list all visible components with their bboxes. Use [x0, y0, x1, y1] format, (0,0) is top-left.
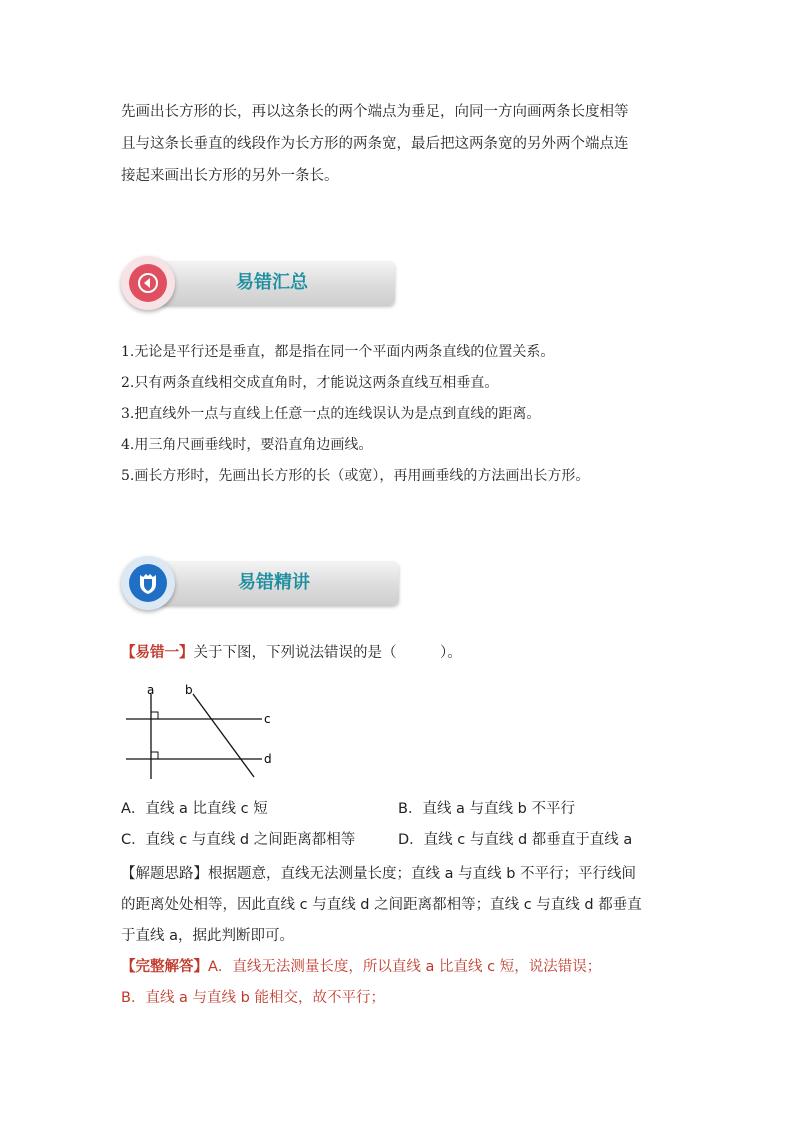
banner-bar	[149, 261, 395, 305]
section-title: 易错汇总	[236, 272, 308, 293]
line-b	[193, 694, 254, 777]
option-d: D．直线 c 与直线 d 都垂直于直线 a	[398, 832, 633, 848]
play-icon	[129, 264, 167, 302]
right-angle-mark	[151, 712, 158, 719]
summary-list	[121, 337, 681, 492]
section-banner-summary	[121, 258, 393, 308]
answer	[121, 952, 677, 1014]
intro-line: 接起来画出长方形的另外一条长。	[121, 168, 339, 184]
option-a: A．直线 a 比直线 c 短	[121, 801, 268, 817]
answer-text: A．直线无法测量长度，所以直线 a 比直线 c 短，说法错误；	[208, 959, 602, 975]
analysis-line: 于直线 a，据此判断即可。	[121, 928, 294, 944]
section-banner-explain	[121, 558, 399, 608]
answer-line: B．直线 a 与直线 b 能相交，故不平行；	[121, 990, 385, 1006]
analysis-line: 的距离处处相等，因此直线 c 与直线 d 之间距离都相等；直线 c 与直线 d 都垂直	[121, 897, 642, 913]
label-c: c	[264, 712, 271, 726]
label-a: a	[147, 683, 155, 697]
list-item: 5.画长方形时，先画出长方形的长（或宽），再用画垂线的方法画出长方形。	[121, 468, 590, 484]
label-b: b	[185, 683, 193, 697]
analysis	[121, 859, 677, 952]
list-item: 1.无论是平行还是垂直，都是指在同一个平面内两条直线的位置关系。	[121, 344, 555, 360]
list-item: 3.把直线外一点与直线上任意一点的连线误认为是点到直线的距离。	[121, 406, 541, 422]
shield-icon	[129, 564, 167, 602]
analysis-text: 根据题意，直线无法测量长度；直线 a 与直线 b 不平行；平行线间	[208, 866, 637, 882]
lines-figure	[118, 682, 288, 782]
question	[121, 641, 462, 662]
analysis-line	[121, 859, 677, 890]
option-c: C．直线 c 与直线 d 之间距离都相等	[121, 832, 356, 848]
label-d: d	[264, 752, 272, 766]
right-angle-mark	[151, 752, 158, 759]
intro-paragraph	[121, 96, 677, 192]
intro-line: 且与这条长垂直的线段作为长方形的两条宽，最后把这两条宽的另外两个端点连	[121, 136, 629, 152]
answer-tag: 【完整解答】	[121, 959, 208, 975]
banner-badge	[121, 256, 175, 310]
section-title: 易错精讲	[238, 572, 310, 593]
answer-line	[121, 952, 677, 983]
question-text: 关于下图，下列说法错误的是（ ）。	[193, 645, 462, 661]
option-b: B．直线 a 与直线 b 不平行	[398, 801, 575, 817]
list-item: 4.用三角尺画垂线时，要沿直角边画线。	[121, 437, 373, 453]
banner-badge	[121, 556, 175, 610]
list-item: 2.只有两条直线相交成直角时，才能说这两条直线互相垂直。	[121, 375, 499, 391]
question-tag: 【易错一】	[121, 645, 194, 661]
analysis-tag: 【解题思路】	[121, 866, 208, 882]
intro-line: 先画出长方形的长，再以这条长的两个端点为垂足，向同一方向画两条长度相等	[121, 104, 629, 120]
banner-bar	[149, 561, 399, 605]
